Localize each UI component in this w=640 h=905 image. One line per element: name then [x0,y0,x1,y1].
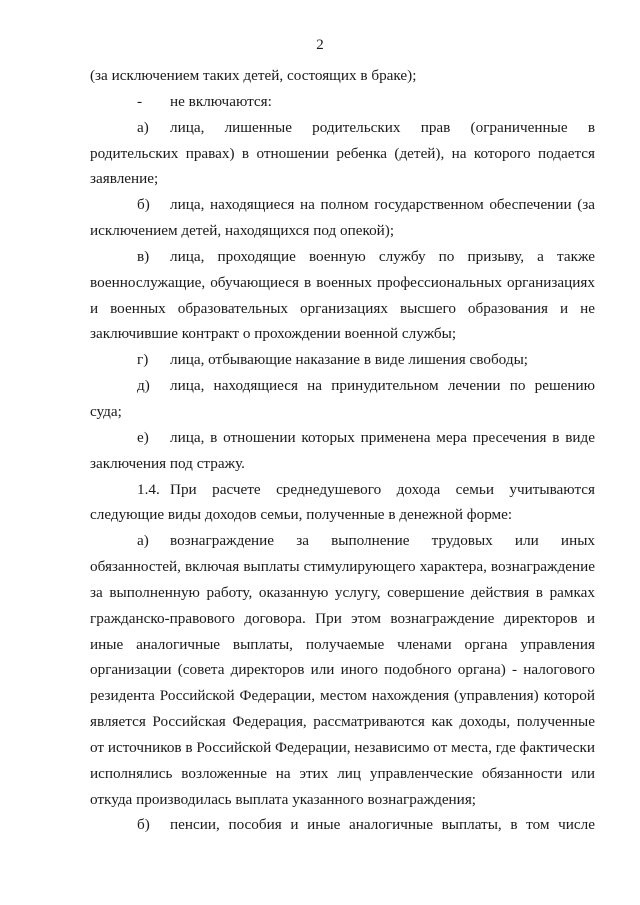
list-item-text: лица, отбывающие наказание в виде лишения свободы; [170,351,528,369]
list-item [90,244,595,347]
list-item-text: лица, лишенные родительских прав (ограниченные в родительских правах) в отношении ребенка (детей), на которого подается заявление; [90,118,595,188]
list-item [90,528,595,812]
list-marker: - [137,92,143,110]
list-item [90,373,595,425]
list-marker: г) [137,351,149,369]
list-item-text: не включаются: [170,92,272,110]
list-item [90,89,595,115]
list-marker: б) [137,196,150,214]
list-item-text: лица, находящиеся на принудительном лечении по решению суда; [90,377,595,420]
paragraph [90,63,595,89]
list-marker: д) [137,377,150,395]
list-marker: а) [137,118,149,136]
list-item [90,425,595,477]
list-marker: в) [137,247,150,265]
list-item-text: пенсии, пособия и иные аналогичные выплаты, в том числе [170,816,595,834]
paragraph-text: (за исключением таких детей, состоящих в браке); [90,67,417,84]
list-item-text: вознаграждение за выполнение трудовых или иных обязанностей, включая выплаты стимулирующего характера, вознаграждение за выполненную работу, оказанную услугу, совершение действия в рамках гражданско-правового договора. При этом вознаграждение директоров и иные аналогичные выплаты, получаемые членами органа управления организации (совета директоров или иного подобного органа) - налогового резидента Российской Федерации, местом нахождения (управления) которой является Российская Федерация, рассматриваются как доходы, полученные от источников в Российской Федерации, независимо от места, где фактически исполнялись возложенные на этих лиц управленческие обязанности или откуда производилась выплата указанного вознаграждения; [90,532,596,808]
list-item-text: лица, в отношении которых применена мера пресечения в виде заключения под стражу. [90,428,595,472]
list-marker: б) [137,816,150,834]
section-number: 1.4. [137,480,160,498]
page-number: 2 [316,37,324,53]
list-item [90,192,595,244]
list-item [90,115,595,193]
list-marker: е) [137,428,149,446]
document-body [90,63,595,838]
list-item [90,347,595,373]
list-item-text: лица, находящиеся на полном государственном обеспечении (за исключением детей, находящихся под опекой); [90,196,595,240]
list-marker: а) [137,532,149,550]
section-text: При расчете среднедушевого дохода семьи учитываются следующие виды доходов семьи, полученные в денежной форме: [90,480,595,524]
section-paragraph [90,477,595,529]
list-item [90,812,595,838]
list-item-text: лица, проходящие военную службу по призыву, а также военнослужащие, обучающиеся в военных профессиональных организациях и военных образовательных организациях высшего образования и не заключившие контракт о прохождении военной службы; [90,247,595,343]
